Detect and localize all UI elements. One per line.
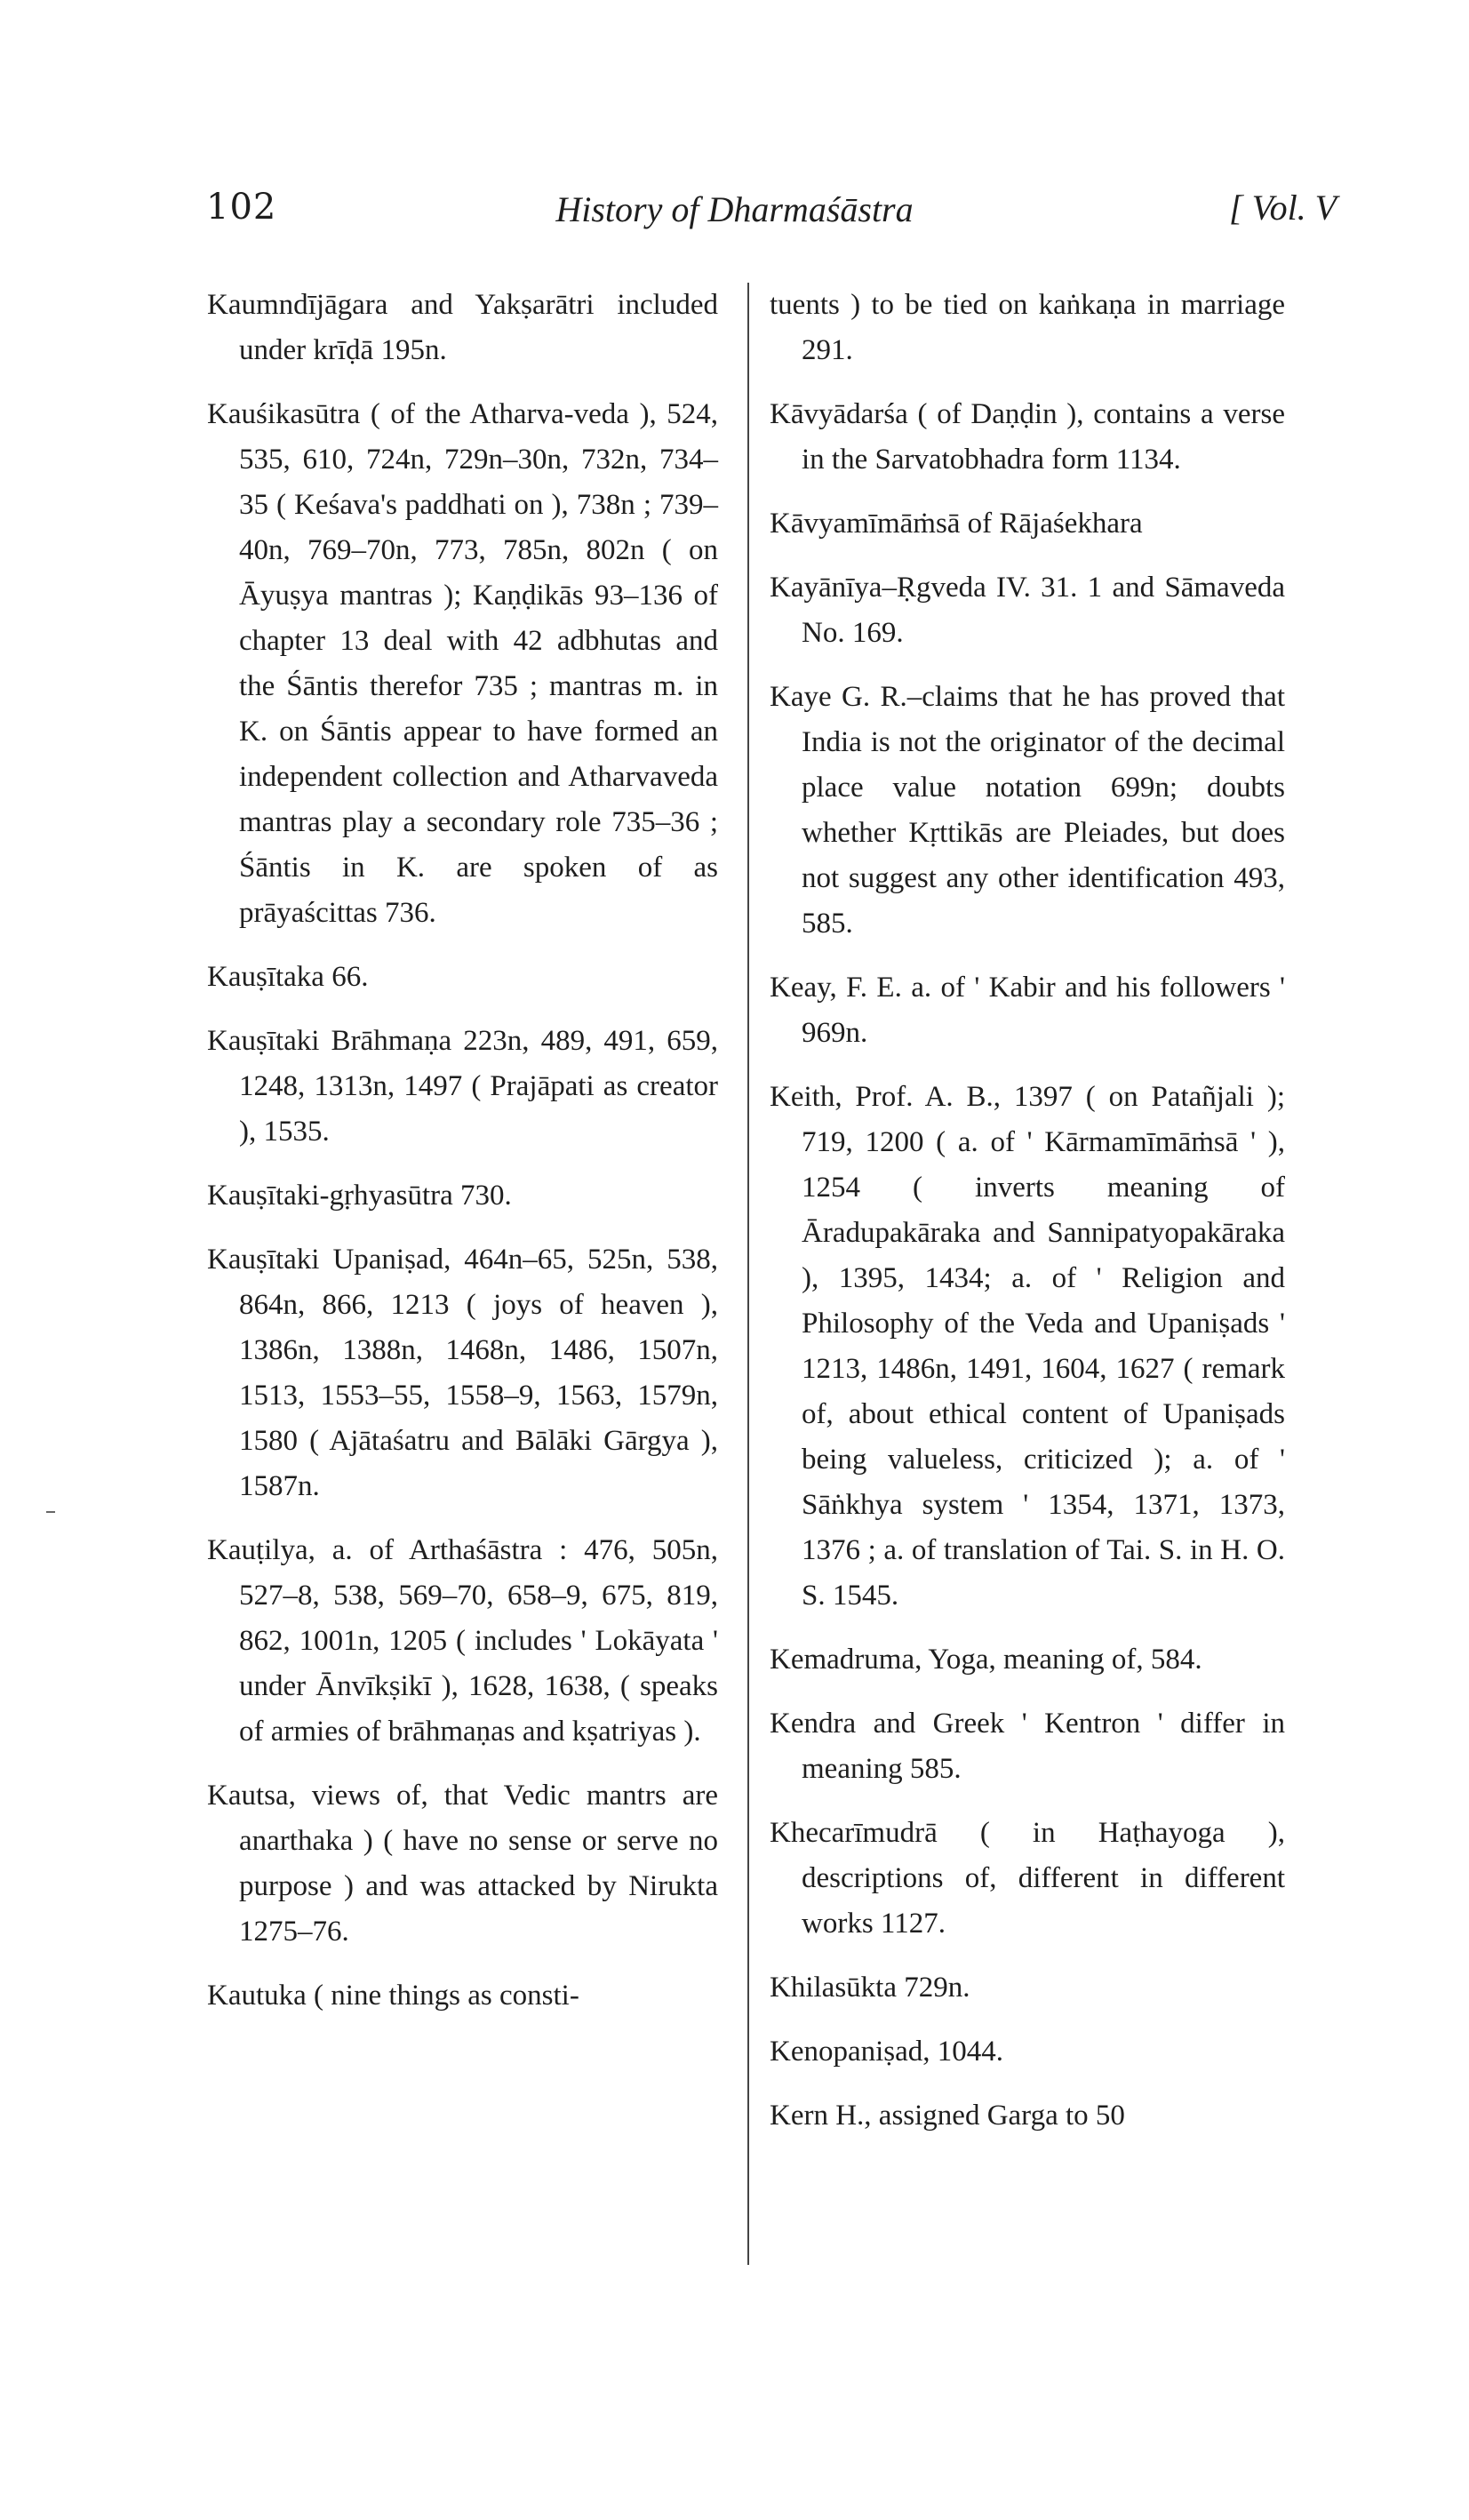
index-entry: Kauśikasūtra ( of the Atharva-veda ), 524, 535, 610, 724n, 729n–30n, 732n, 734–35 ( Keśava's paddhati on ), 738n ; 739–40n, 769–70n, 773, 785n, 802n ( on Āyuṣya mantras ); Kaṇḍikās 93–136 of chapter 13 deal with 42 adbhutas and the Śāntis therefor 735 ; mantras m. in K. on Śāntis appear to have formed an independent collection and Atharvaveda mantras play a secondary role 735–36 ; Śāntis in K. are spoken of as prāyaścittas 736. (207, 398, 718, 929)
index-entry: Kauṭilya, a. of Arthaśāstra : 476, 505n, 527–8, 538, 569–70, 658–9, 675, 819, 862, 1001n, 1205 ( includes ' Lokāyata ' under Ānvīkṣikī ), 1628, 1638, ( speaks of armies of brāhmaṇas and kṣatriyas ). (207, 1534, 718, 1748)
index-entry: tuents ) to be tied on kaṅkaṇa in marriage 291. (770, 289, 1285, 366)
index-entry: Kautsa, views of, that Vedic mantrs are anarthaka ) ( have no sense or serve no purpose ) and was attacked by Nirukta 1275–76. (207, 1780, 718, 1948)
margin-mark (46, 1511, 55, 1513)
right-column (770, 283, 1285, 2157)
index-entry: Kendra and Greek ' Kentron ' differ in meaning 585. (770, 1708, 1285, 1785)
index-entry: Keay, F. E. a. of ' Kabir and his followers ' 969n. (770, 972, 1285, 1049)
index-entry: Kenopaniṣad, 1044. (770, 2036, 1004, 2068)
index-entry: Kauṣītaki Upaniṣad, 464n–65, 525n, 538, 864n, 866, 1213 ( joys of heaven ), 1386n, 1388n, 1468n, 1486, 1507n, 1513, 1553–55, 1558–9, 1563, 1579n, 1580 ( Ajātaśatru and Bālāki Gārgya ), 1587n. (207, 1244, 718, 1502)
left-column (207, 283, 718, 2037)
page-number: 102 (206, 187, 277, 228)
volume-label: [ Vol. V (1229, 188, 1337, 228)
index-entry: Khecarīmudrā ( in Haṭhayoga ), descriptions of, different in different works 1127. (770, 1817, 1285, 1940)
column-divider (747, 283, 749, 2265)
index-entry: Kayānīya–Ṛgveda IV. 31. 1 and Sāmaveda No. 169. (770, 572, 1285, 649)
index-entry: Kaye G. R.–claims that he has proved that India is not the originator of the decimal place value notation 699n; doubts whether Kṛttikās are Pleiades, but does not suggest any other identification 493, 585. (770, 681, 1285, 940)
index-entry: Kern H., assigned Garga to 50 (770, 2100, 1125, 2132)
index-entry: Kauṣītaki-gṛhyasūtra 730. (207, 1180, 512, 1212)
index-entry: Kaumndījāgara and Yakṣarātri included under krīḍā 195n. (207, 289, 718, 366)
index-entry: Kemadruma, Yoga, meaning of, 584. (770, 1644, 1202, 1676)
index-entry: Kautuka ( nine things as consti- (207, 1980, 579, 2012)
running-title: History of Dharmaśāstra (555, 189, 914, 229)
index-entry: Keith, Prof. A. B., 1397 ( on Patañjali ); 719, 1200 ( a. of ' Kārmamīmāṁsā ' ), 1254 ( inverts meaning of Āradupakāraka and Sannipatyopakāraka ), 1395, 1434; a. of ' Religion and Philosophy of the Veda and Upaniṣads ' 1213, 1486n, 1491, 1604, 1627 ( remark of, about ethical content of Upaniṣads being valueless, criticized ); a. of ' Sāṅkhya system ' 1354, 1371, 1373, 1376 ; a. of translation of Tai. S. in H. O. S. 1545. (770, 1081, 1285, 1612)
index-entry: Kauṣītaki Brāhmaṇa 223n, 489, 491, 659, 1248, 1313n, 1497 ( Prajāpati as creator ), 1535. (207, 1025, 718, 1148)
index-entry: Kāvyamīmāṁsā of Rājaśekhara (770, 508, 1143, 540)
index-entry: Kāvyādarśa ( of Daṇḍin ), contains a verse in the Sarvatobhadra form 1134. (770, 398, 1285, 476)
page-header (0, 187, 1469, 240)
index-entry: Kauṣītaka 66. (207, 961, 369, 993)
index-entry: Khilasūkta 729n. (770, 1972, 970, 2004)
